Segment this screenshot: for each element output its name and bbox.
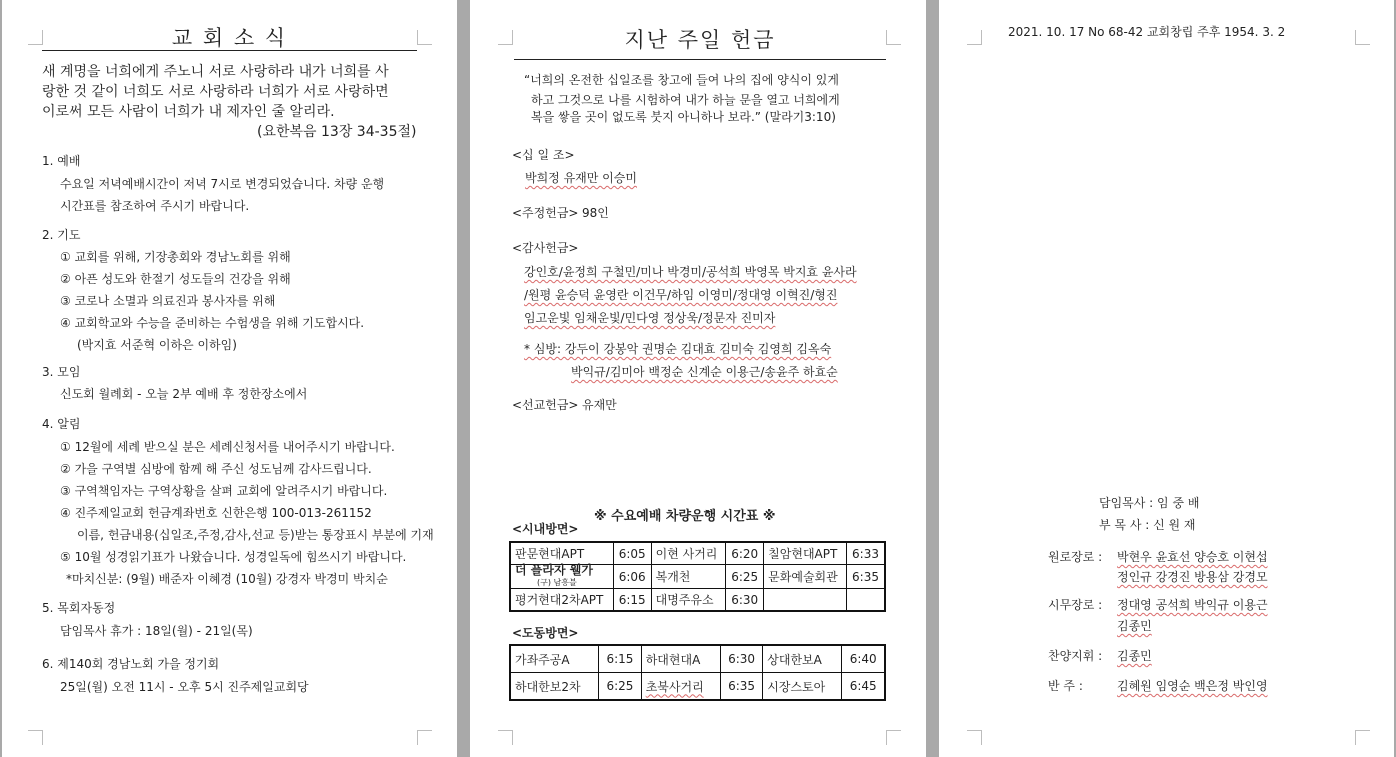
notice-item: ① 12월에 세례 받으실 분은 세례신청서를 내어주시기 바랍니다. [60, 440, 395, 454]
stop-name-main: 더 플라자 웰가 [515, 563, 593, 577]
page-title: 교 회 소 식 [171, 26, 288, 50]
verse-reference: (요한복음 13장 34-35절) [257, 124, 417, 140]
section-title: 5. 목회자동정 [42, 601, 116, 615]
stop-name: 가좌주공A [510, 645, 599, 673]
stop-name: 칠암현대APT [764, 542, 847, 565]
inner-route-label: <시내방면> [512, 522, 579, 536]
page-corner-mark [967, 730, 982, 745]
notice-item: ② 가을 구역별 심방에 함께 해 주신 성도님께 감사드립니다. [60, 462, 372, 476]
serving-elder-label: 시무장로 : [1048, 598, 1103, 612]
stop-name: 복개천 [651, 565, 726, 589]
elder-names: 박현우 윤효선 양승호 이현섭 [1117, 550, 1268, 564]
page-gap-1 [457, 0, 470, 757]
stop-time: 6:06 [613, 565, 651, 589]
stop-time: 6:25 [726, 565, 764, 589]
section-title: 6. 제140회 경남노회 가을 정기회 [42, 657, 220, 671]
elder-names: 정인규 강경진 방용삼 강경모 [1117, 570, 1268, 584]
stop-time [847, 589, 885, 612]
page-title: 지난 주일 헌금 [624, 28, 776, 52]
thanks-names: /원평 윤승덕 윤영란 이건무/하임 이영미/정대영 이혁진/형진 [524, 288, 838, 302]
page-corner-mark [1355, 730, 1370, 745]
title-underline [514, 59, 886, 60]
prayer-item: ③ 코로나 소멸과 의료진과 봉사자를 위해 [60, 294, 276, 308]
verse-line: 새 계명을 너희에게 주노니 서로 사랑하라 내가 너희를 사 [42, 64, 389, 80]
page-corner-mark [498, 730, 513, 745]
choir-name: 김종민 [1117, 649, 1152, 663]
stop-time: 6:33 [847, 542, 885, 565]
stop-name: 초북사거리 [641, 673, 720, 701]
stop-name: 문화예술회관 [764, 565, 847, 589]
notice-item: ③ 구역책임자는 구역상황을 살펴 교회에 알려주시기 바랍니다. [60, 484, 388, 498]
page-corner-mark [886, 730, 901, 745]
elder-label: 원로장로 : [1048, 550, 1103, 564]
table-row [510, 542, 885, 565]
section-text: 신도회 월례회 - 오늘 2부 예배 후 정한장소에서 [60, 387, 308, 401]
page-corner-mark [28, 30, 43, 45]
page-church-staff [939, 0, 1394, 757]
mission-label: <선교헌금> [512, 398, 579, 412]
visitation-names: 박익규/김미아 백정순 신계순 이용근/송윤주 하효순 [571, 365, 838, 379]
stop-time: 6:25 [599, 673, 641, 701]
page-corner-mark [967, 30, 982, 45]
page-gap-2 [926, 0, 939, 757]
tithe-label: <십 일 조> [512, 148, 575, 162]
bulletin-header: 2021. 10. 17 No 68-42 교회창립 주후 1954. 3. 2 [1008, 25, 1286, 39]
serving-elder-names: 정대영 공석희 박익규 이용근 [1117, 598, 1268, 612]
accompanist-label: 반 주 : [1048, 679, 1083, 693]
choir-label: 찬양지휘 : [1048, 649, 1103, 663]
stop-name: 평거현대2차APT [510, 589, 613, 612]
page-corner-mark [28, 730, 43, 745]
notice-item: 이름, 헌금내용(십일조,주정,감사,선교 등)받는 통장표시 부분에 기재 [77, 528, 434, 542]
mission-names: 유재만 [582, 398, 617, 412]
page-corner-mark [417, 730, 432, 745]
section-title: 3. 모임 [42, 365, 81, 379]
stop-name: 하대현대A [641, 645, 720, 673]
stop-time: 6:40 [842, 645, 885, 673]
stop-name: 시장스토아 [763, 673, 842, 701]
stop-name-sub: (구) 남흥블 [537, 578, 577, 587]
quote-line: “너희의 온전한 십일조를 창고에 들여 나의 집에 양식이 있게 [524, 73, 839, 87]
page-corner-mark [417, 30, 432, 45]
stop-time: 6:05 [613, 542, 651, 565]
tithe-names: 박희정 유재만 이승미 [525, 171, 637, 185]
thanks-names: 강인호/윤정희 구철민/미나 박경미/공석희 박영목 박지효 윤사라 [524, 265, 857, 279]
quote-line: 하고 그것으로 나를 시험하여 내가 하늘 문을 열고 너희에게 [531, 93, 840, 107]
thanks-label: <감사헌금> [512, 241, 579, 255]
visitation-names: * 심방: 강두이 강봉악 권명순 김대효 김미숙 김영희 김옥숙 [524, 342, 832, 356]
prayer-item: ② 아픈 성도와 한절기 성도들의 건강을 위해 [60, 272, 291, 286]
east-route-table [509, 644, 886, 701]
page-corner-mark [498, 30, 513, 45]
section-text: 시간표를 참조하여 주시기 바랍니다. [60, 199, 250, 213]
weekly-count: 98인 [582, 206, 609, 220]
stop-time: 6:30 [726, 589, 764, 612]
senior-pastor: 담임목사 : 임 중 배 [1099, 496, 1200, 510]
stop-name: 하대한보2차 [510, 673, 599, 701]
page-corner-mark [886, 30, 901, 45]
notice-item: *마치신분: (9월) 배준자 이혜경 (10월) 강경자 박경미 박치순 [66, 572, 388, 586]
stop-name: 이현 사거리 [651, 542, 726, 565]
east-route-label: <도동방면> [512, 626, 579, 640]
table-row [510, 589, 885, 612]
section-title: 2. 기도 [42, 228, 81, 242]
stop-name: 대명주유소 [651, 589, 726, 612]
table-row [510, 673, 885, 701]
table-row [510, 645, 885, 673]
inner-route-table [509, 541, 886, 612]
notice-item: ⑤ 10월 성경읽기표가 나왔습니다. 성경일독에 힘쓰시기 바랍니다. [60, 550, 407, 564]
stop-time: 6:45 [842, 673, 885, 701]
stop-name: 판문현대APT [510, 542, 613, 565]
thanks-names: 임고운빛 임채운빛/민다영 정상욱/정문자 진미자 [524, 311, 776, 325]
serving-elder-names: 김종민 [1117, 619, 1152, 633]
prayer-item: (박지효 서준혁 이하은 이하임) [77, 338, 237, 352]
stop-time: 6:15 [599, 645, 641, 673]
schedule-title: ※ 수요예배 차량운행 시간표 ※ [594, 509, 776, 524]
prayer-item: ④ 교회학교와 수능을 준비하는 수험생을 위해 기도합시다. [60, 316, 365, 330]
stop-time: 6:35 [720, 673, 762, 701]
stop-time: 6:15 [613, 589, 651, 612]
page-church-news [2, 0, 457, 757]
section-title: 1. 예배 [42, 154, 81, 168]
table-row [510, 565, 885, 589]
section-text: 담임목사 휴가 : 18일(월) - 21일(목) [60, 624, 253, 638]
prayer-item: ① 교회를 위해, 기장총회와 경남노회를 위해 [60, 250, 291, 264]
notice-item: ④ 진주제일교회 헌금계좌번호 신한은행 100-013-261152 [60, 506, 372, 520]
verse-line: 이로써 모든 사람이 너희가 내 제자인 줄 알리라. [42, 104, 335, 120]
stop-name: 상대한보A [763, 645, 842, 673]
associate-pastor: 부 목 사 : 신 원 재 [1099, 518, 1196, 532]
stop-time: 6:35 [847, 565, 885, 589]
section-text: 25일(월) 오전 11시 - 오후 5시 진주제일교회당 [60, 680, 309, 694]
stop-name [510, 565, 613, 589]
quote-line: 복을 쌓을 곳이 없도록 붓지 아니하나 보라.” (말라기3:10) [531, 110, 836, 124]
section-text: 수요일 저녁예배시간이 저녁 7시로 변경되었습니다. 차량 운행 [60, 177, 385, 191]
page-offering [470, 0, 926, 757]
page-corner-mark [1355, 30, 1370, 45]
stop-time: 6:30 [720, 645, 762, 673]
accompanist-names: 김혜원 임영순 백은정 박인영 [1117, 679, 1268, 693]
section-title: 4. 알림 [42, 417, 81, 431]
title-underline [42, 50, 417, 51]
weekly-label: <주정헌금> [512, 206, 579, 220]
stop-time: 6:20 [726, 542, 764, 565]
verse-line: 랑한 것 같이 너희도 서로 사랑하라 너희가 서로 사랑하면 [42, 84, 389, 100]
stop-name [764, 589, 847, 612]
